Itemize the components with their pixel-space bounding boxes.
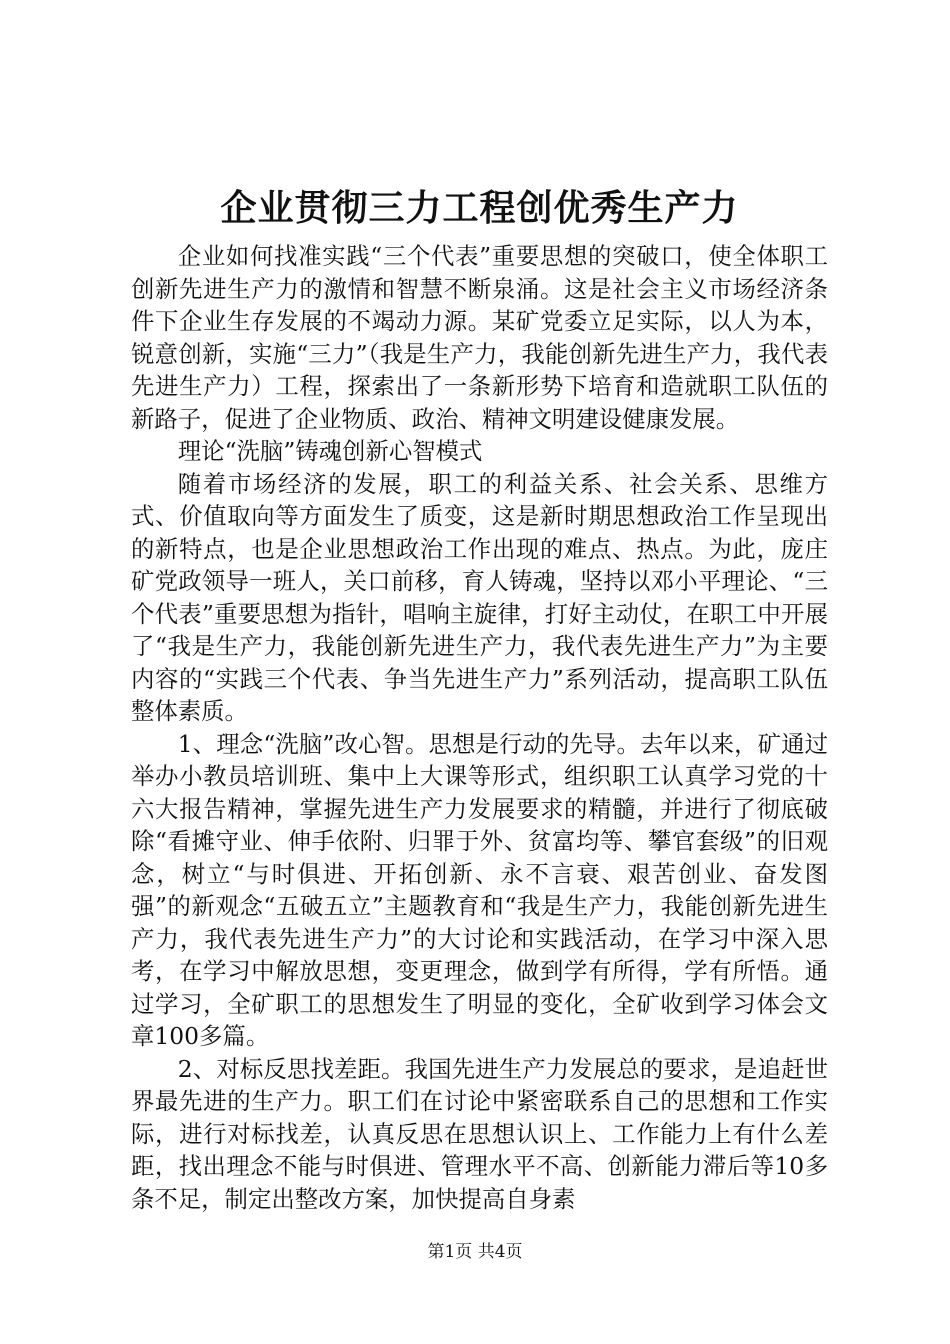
document-body [131,184,828,1215]
paragraph-item-2: 2、对标反思找差距。我国先进生产力发展总的要求，是追赶世界最先进的生产力。职工们在讨论中紧密联系自己的思想和工作实际，进行对标找差，认真反思在思想认识上、工作能力上有什么差距，找出理念不能与时俱进、管理水平不高、创新能力滞后等10多条不足，制定出整改方案，加快提高自身素 [131,1054,828,1213]
paragraph-item-1: 1、理念“洗脑”改心智。思想是行动的先导。去年以来，矿通过举办小教员培训班、集中上大课等形式，组织职工认真学习党的十六大报告精神，掌握先进生产力发展要求的精髓，并进行了彻底破除“看摊守业、伸手依附、归罪于外、贫富均等、攀官套级”的旧观念，树立“与时俱进、开拓创新、永不言衰、艰苦创业、奋发图强”的新观念“五破五立”主题教育和“我是生产力，我能创新先进生产力，我代表先进生产力”的大讨论和实践活动，在学习中深入思考，在学习中解放思想，变更理念，做到学有所得，学有所悟。通过学习，全矿职工的思想发生了明显的变化，全矿收到学习体会文章100多篇。 [131,729,828,1050]
page-number-footer: 第1页 共4页 [427,1242,523,1262]
section-heading: 理论“洗脑”铸魂创新心智模式 [177,437,483,465]
paragraph-intro: 企业如何找准实践“三个代表”重要思想的突破口，使全体职工创新先进生产力的激情和智慧不断泉涌。这是社会主义市场经济条件下企业生存发展的不竭动力源。某矿党委立足实际，以人为本，锐意创新，实施“三力”（我是生产力，我能创新先进生产力，我代表先进生产力）工程，探索出了一条新形势下培育和造就职工队伍的新路子，促进了企业物质、政治、精神文明建设健康发展。 [131,242,828,433]
document-title: 企业贯彻三力工程创优秀生产力 [220,187,739,229]
paragraph-background: 随着市场经济的发展，职工的利益关系、社会关系、思维方式、价值取向等方面发生了质变，这是新时期思想政治工作呈现出的新特点，也是企业思想政治工作出现的难点、热点。为此，庞庄矿党政领导一班人，关口前移，育人铸魂，坚持以邓小平理论、“三个代表”重要思想为指针，唱响主旋律，打好主动仗，在职工中开展了“我是生产力，我能创新先进生产力，我代表先进生产力”为主要内容的“实践三个代表、争当先进生产力”系列活动，提高职工队伍整体素质。 [131,469,828,725]
